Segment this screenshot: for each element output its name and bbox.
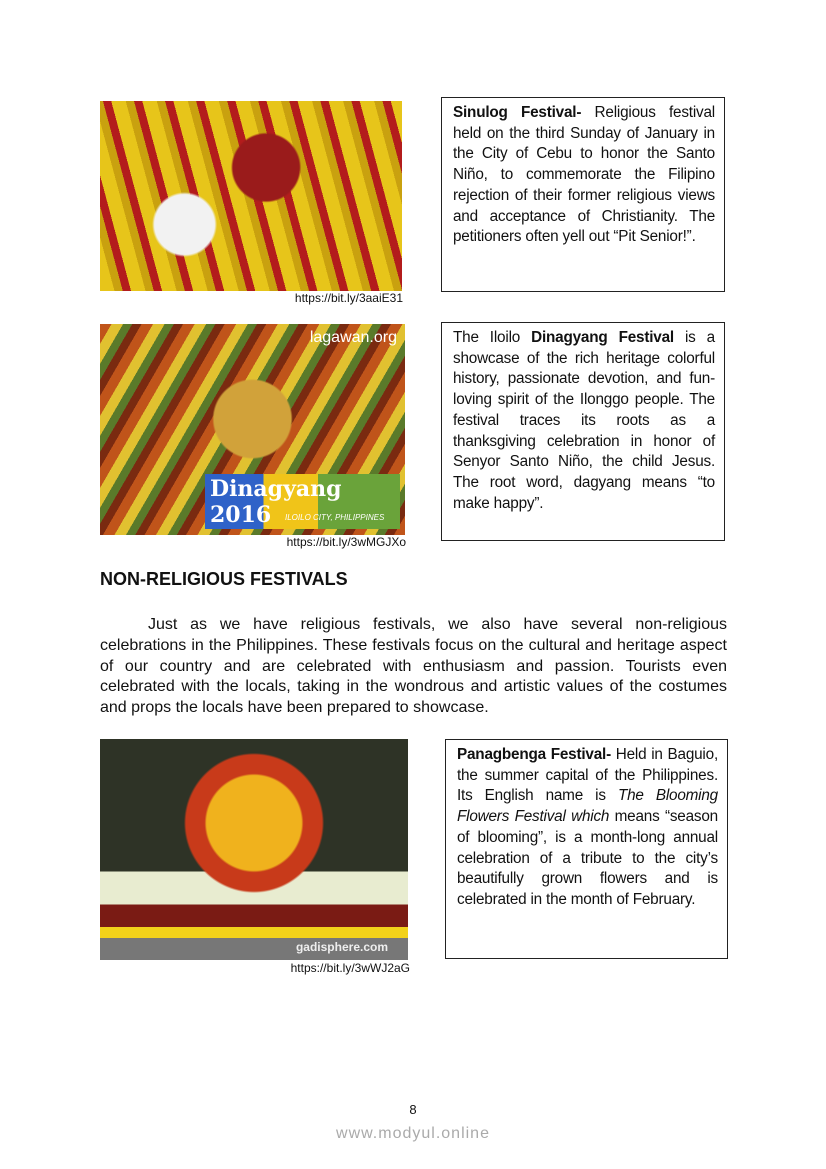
section-heading: NON-RELIGIOUS FESTIVALS (100, 569, 348, 589)
panagbenga-text-2: means “season of blooming”, is a month-long annual celebration of a tribute to the city’s beautifully grown flowers and is celebrated in the month of February. (457, 808, 718, 908)
image-banner-title: Dinagyang 2016 (210, 476, 342, 528)
page-number: 8 (409, 1102, 417, 1117)
section-paragraph: Just as we have religious festivals, we also have several non-religious celebrations in the Philippines. These festivals focus on the cultural and heritage aspect of our country and are celebrated with enthusiasm and passion. Tourists even celebrated with the locals, taking in the wondrous and artistic values of the costumes and props the locals have been prepared to showcase. (100, 616, 727, 717)
image-logo: lagawan.org (309, 329, 397, 346)
image-watermark: gadisphere.com (295, 940, 388, 954)
panagbenga-text-1: Held in Baguio, the summer capital of the Philippines. Its English name is (457, 746, 718, 805)
dinagyang-description-box (441, 322, 725, 541)
dinagyang-title: Dinagyang Festival (531, 329, 674, 346)
panagbenga-english-name: The Blooming Flowers Festival which (457, 787, 718, 826)
panagbenga-title: Panagbenga Festival- (457, 746, 611, 763)
sinulog-image-source[interactable]: https://bit.ly/3aaiE31 (294, 291, 403, 305)
dinagyang-festival-image (100, 324, 405, 535)
image-banner-subtitle: ILOILO CITY, PHILIPPINES (285, 513, 385, 522)
site-watermark: www.modyul.online (336, 1125, 490, 1142)
panagbenga-image-source[interactable]: https://bit.ly/3wWJ2aG (290, 961, 410, 975)
panagbenga-festival-image (100, 739, 408, 960)
sinulog-description-box (441, 97, 725, 292)
sinulog-title: Sinulog Festival- (453, 104, 582, 121)
dinagyang-text: is a showcase of the rich heritage colorful history, passionate devotion, and fun-loving spirit of the Ilonggo people. The festival traces its roots as a thanksgiving celebration in honor of Senyor Santo Niño, the child Jesus. The root word, dagyang means “to make happy”. (453, 329, 715, 512)
dinagyang-image-source[interactable]: https://bit.ly/3wMGJXo (286, 535, 406, 549)
panagbenga-description-box (445, 739, 728, 959)
dinagyang-intro: The Iloilo (453, 329, 532, 346)
sinulog-text: Religious festival held on the third Sunday of January in the City of Cebu to honor the Santo Niño, to commemorate the Filipino rejection of their former religious views and acceptance of Christianity. The petitioners often yell out “Pit Senior!”. (453, 104, 715, 246)
sinulog-festival-image (100, 101, 402, 291)
